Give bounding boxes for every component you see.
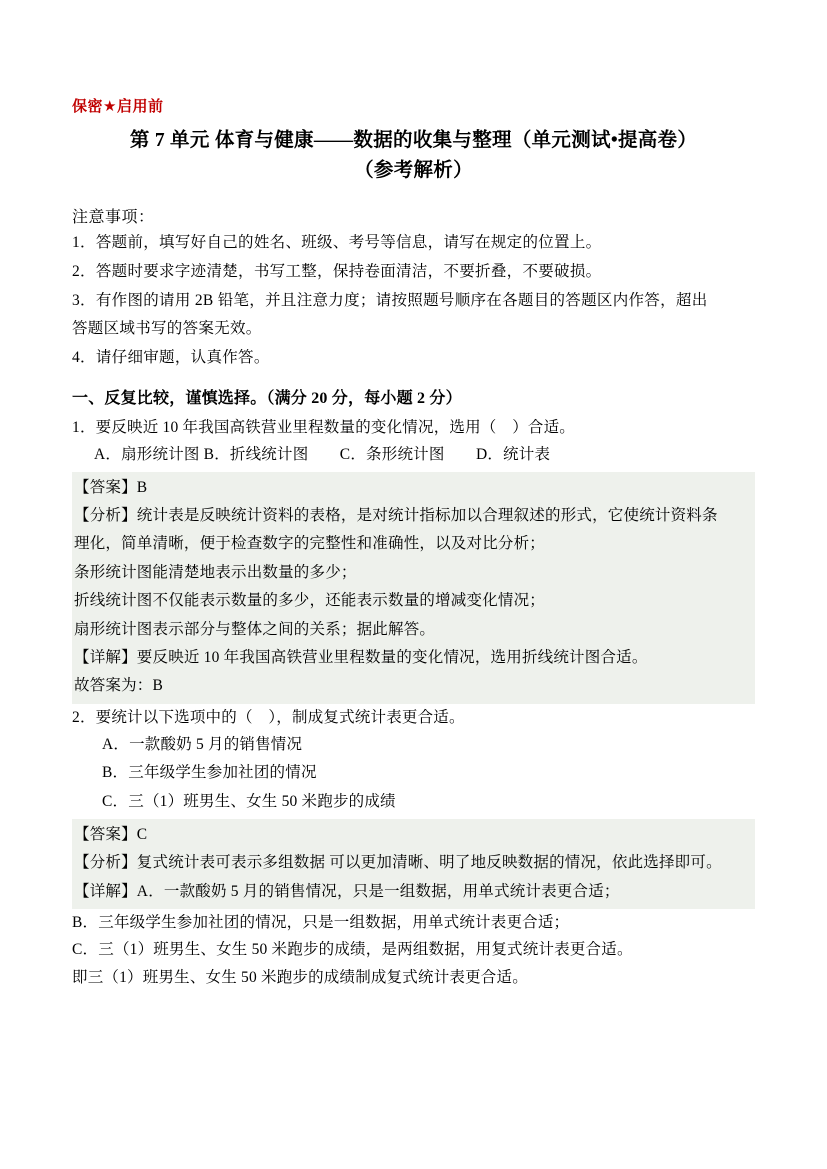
notice-item-1: 1．答题前，填写好自己的姓名、班级、考号等信息，请写在规定的位置上。 — [72, 234, 602, 252]
question-2-option-b: B．三年级学生参加社团的情况 — [102, 764, 317, 782]
secret-mark: 保密★启用前 — [72, 98, 164, 115]
question-2-answer-block — [72, 819, 755, 909]
question-2-text: 要统计以下选项中的（ ），制成复式统计表更合适。 — [95, 708, 465, 726]
trailing-row-3: 即三（1）班男生、女生 50 米跑步的成绩制成复式统计表更合适。 — [72, 969, 528, 987]
question-2-stem — [72, 704, 755, 732]
answer-row: 故答案为：B — [74, 677, 164, 695]
answer-row: 【分析】统计表是反映统计资料的表格，是对统计指标加以合理叙述的形式，它使统计资料条 — [74, 507, 718, 525]
answer-row: 【答案】C — [74, 825, 148, 843]
notice-item-3-cont: 答题区域书写的答案无效。 — [72, 320, 262, 338]
notice-heading: 注意事项： — [72, 209, 155, 227]
answer-row: 理化，简单清晰，便于检查数字的完整性和准确性，以及对比分析； — [74, 535, 546, 553]
section-heading: 一、反复比较，谨慎选择。（满分 20 分，每小题 2 分） — [72, 389, 462, 407]
answer-row: 【分析】复式统计表可表示多组数据 可以更加清晰、明了地反映数据的情况，依此选择即可。 — [74, 854, 722, 872]
question-2-option-a: A．一款酸奶 5 月的销售情况 — [102, 736, 303, 754]
question-1-options: A．扇形统计图 B．折线统计图 C．条形统计图 D．统计表 — [94, 446, 551, 464]
answer-row: 【答案】B — [74, 478, 148, 496]
title-line-1: 第 7 单元 体育与健康——数据的收集与整理（单元测试•提高卷） — [129, 130, 698, 151]
answer-row: 折线统计图不仅能表示数量的多少，还能表示数量的增减变化情况； — [74, 592, 546, 610]
notice-item-3: 3．有作图的请用 2B 铅笔，并且注意力度；请按照题号顺序在各题目的答题区内作答，超出 — [72, 291, 708, 309]
answer-row: 扇形统计图表示部分与整体之间的关系；据此解答。 — [74, 620, 436, 638]
question-2-option-c: C．三（1）班男生、女生 50 米跑步的成绩 — [102, 792, 396, 810]
question-1-number: 1． — [72, 418, 96, 436]
question-1-text: 要反映近 10 年我国高铁营业里程数量的变化情况，选用（ ）合适。 — [95, 418, 576, 436]
question-1-answer-block — [72, 472, 755, 704]
trailing-row-1: B．三年级学生参加社团的情况，只是一组数据，用单式统计表更合适； — [72, 913, 570, 931]
trailing-row-2: C．三（1）班男生、女生 50 米跑步的成绩，是两组数据，用复式统计表更合适。 — [72, 941, 633, 959]
answer-row: 条形统计图能清楚地表示出数量的多少； — [74, 563, 357, 581]
answer-row: 【详解】要反映近 10 年我国高铁营业里程数量的变化情况，选用折线统计图合适。 — [74, 648, 648, 666]
notice-item-4: 4．请仔细审题，认真作答。 — [72, 349, 270, 367]
question-2-number: 2． — [72, 708, 96, 726]
page-title — [72, 126, 755, 186]
title-line-2: （参考解析） — [354, 160, 473, 182]
question-1-stem — [72, 414, 755, 442]
notice-item-2: 2．答题时要求字迹清楚，书写工整，保持卷面清洁，不要折叠，不要破损。 — [72, 263, 602, 281]
answer-row: 【详解】A．一款酸奶 5 月的销售情况，只是一组数据，用单式统计表更合适； — [74, 882, 620, 900]
